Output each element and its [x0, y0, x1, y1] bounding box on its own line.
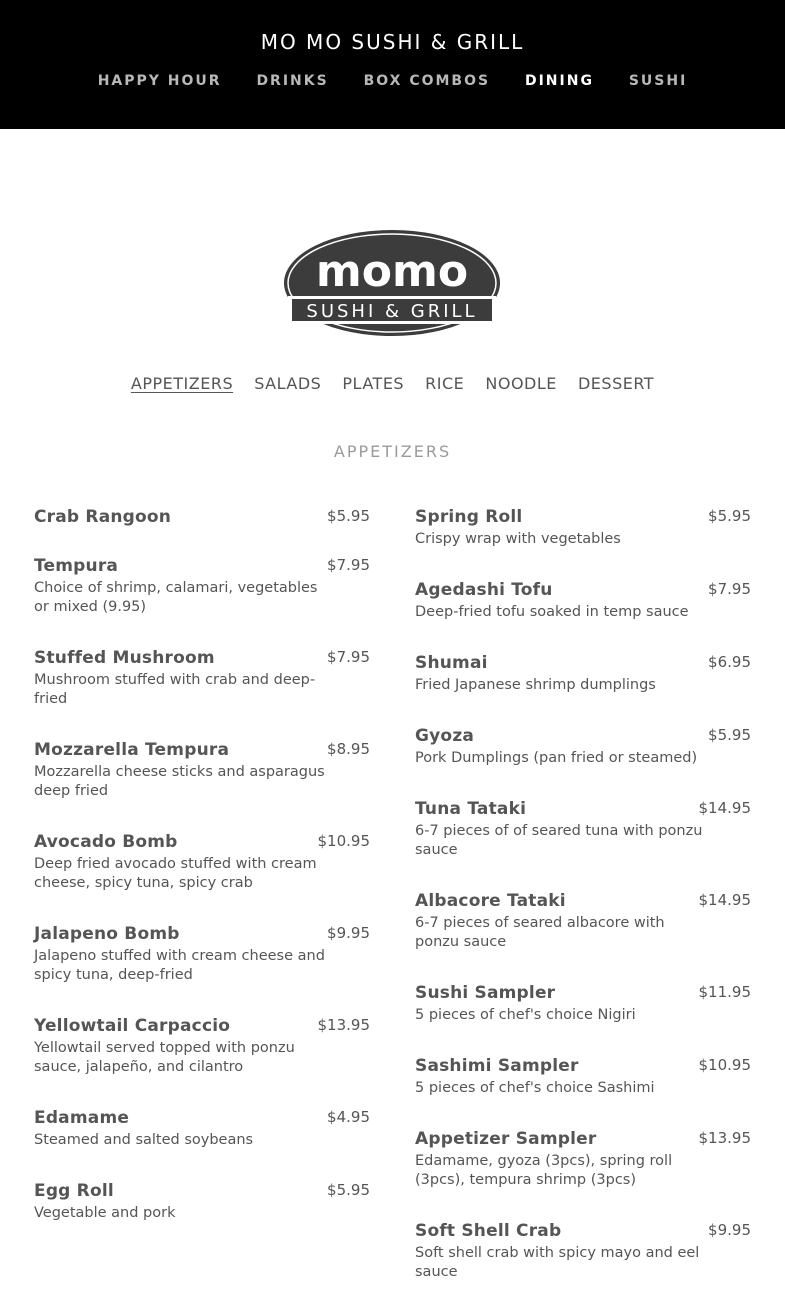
menu-item-name: Crab Rangoon	[34, 507, 172, 527]
menu-item	[34, 556, 370, 648]
menu-item-description: Mozzarella cheese sticks and asparagus deep fried	[34, 764, 325, 799]
category-rice[interactable]: RICE	[425, 374, 465, 393]
menu-item-name: Mozzarella Tempura	[34, 740, 230, 760]
menu-item-description: 5 pieces of chef's choice Sashimi	[415, 1080, 655, 1096]
menu-item	[415, 1221, 751, 1294]
menu-item	[415, 653, 751, 726]
menu-item-description: Jalapeno stuffed with cream cheese and spicy tuna, deep-fried	[34, 948, 325, 983]
nav-item-dining[interactable]: DINING	[524, 73, 594, 89]
nav-item-sushi[interactable]: SUSHI	[628, 73, 688, 89]
menu-item-name: Soft Shell Crab	[415, 1221, 562, 1241]
logo-top-text: momo	[315, 246, 469, 297]
nav-item-happy-hour[interactable]: HAPPY HOUR	[97, 73, 222, 89]
menu-item-name: Shumai	[415, 653, 488, 673]
menu-item-name: Tempura	[34, 556, 119, 576]
menu-item-price: $10.95	[698, 1056, 751, 1074]
menu-item	[34, 740, 370, 832]
logo-bottom-text: SUSHI & GRILL	[306, 301, 478, 322]
menu-item-description: Edamame, gyoza (3pcs), spring roll (3pcs), tempura shrimp (3pcs)	[415, 1153, 673, 1188]
menu-item-price: $5.95	[708, 726, 751, 744]
menu-item-price: $14.95	[698, 799, 751, 817]
menu-item-price: $5.95	[327, 1181, 370, 1199]
category-salads[interactable]: SALADS	[254, 374, 322, 393]
menu-item-name: Tuna Tataki	[415, 799, 527, 819]
menu-item	[415, 799, 751, 891]
category-nav	[0, 374, 785, 393]
menu-item-name: Sashimi Sampler	[415, 1056, 579, 1076]
menu-item-description: 5 pieces of chef's choice Nigiri	[415, 1007, 636, 1023]
menu-item	[415, 1129, 751, 1221]
menu-item-description: 6-7 pieces of of seared tuna with ponzu sauce	[415, 823, 703, 858]
menu-item	[34, 1181, 370, 1254]
menu-item	[34, 1108, 370, 1181]
menu-item	[415, 580, 751, 653]
menu-item-price: $5.95	[327, 507, 370, 525]
menu-item-description: Deep fried avocado stuffed with cream cheese, spicy tuna, spicy crab	[34, 856, 317, 891]
menu-item-description: Steamed and salted soybeans	[34, 1132, 254, 1148]
category-plates[interactable]: PLATES	[342, 374, 405, 393]
menu-item-name: Appetizer Sampler	[415, 1129, 597, 1149]
menu-item-name: Avocado Bomb	[34, 832, 178, 852]
nav-item-box-combos[interactable]: BOX COMBOS	[363, 73, 491, 89]
menu-item-description: Soft shell crab with spicy mayo and eel sauce	[415, 1245, 700, 1280]
momo-logo	[282, 228, 502, 338]
menu-item-price: $10.95	[317, 832, 370, 850]
menu-item	[415, 1056, 751, 1129]
menu-item-name: Albacore Tataki	[415, 891, 566, 911]
site-title[interactable]: MO MO SUSHI & GRILL	[260, 30, 525, 54]
menu-item	[34, 924, 370, 1016]
menu-item	[415, 983, 751, 1056]
menu-item-price: $7.95	[327, 556, 370, 574]
menu-item-description: Fried Japanese shrimp dumplings	[415, 677, 656, 693]
menu-item-description: Crispy wrap with vegetables	[415, 531, 621, 547]
menu-item	[415, 507, 751, 580]
menu-item-name: Spring Roll	[415, 507, 523, 527]
menu-item-description: Mushroom stuffed with crab and deep-fried	[34, 672, 316, 707]
menu-item-name: Jalapeno Bomb	[34, 924, 180, 944]
menu-item	[34, 832, 370, 924]
category-noodle[interactable]: NOODLE	[485, 374, 557, 393]
nav-item-drinks[interactable]: DRINKS	[256, 73, 329, 89]
menu-item-price: $8.95	[327, 740, 370, 758]
menu-item-name: Gyoza	[415, 726, 475, 746]
menu-item-price: $7.95	[708, 580, 751, 598]
menu-item-price: $4.95	[327, 1108, 370, 1126]
category-dessert[interactable]: DESSERT	[577, 374, 655, 393]
menu-item	[34, 648, 370, 740]
category-appetizers[interactable]: APPETIZERS	[130, 374, 234, 393]
menu-item-name: Stuffed Mushroom	[34, 648, 215, 668]
site-header	[0, 0, 785, 129]
menu-item-description: Deep-fried tofu soaked in temp sauce	[415, 604, 689, 620]
menu-item-description: Pork Dumplings (pan fried or steamed)	[415, 750, 698, 766]
menu-item	[415, 891, 751, 983]
top-nav	[0, 73, 785, 89]
menu-item	[34, 1016, 370, 1108]
menu-item-price: $9.95	[708, 1221, 751, 1239]
menu-item-price: $7.95	[327, 648, 370, 666]
menu-item-description: Choice of shrimp, calamari, vegetables or mixed (9.95)	[34, 580, 318, 615]
menu-item-price: $11.95	[698, 983, 751, 1001]
menu-item-price: $13.95	[698, 1129, 751, 1147]
menu-column-left	[34, 507, 370, 1254]
menu-item-name: Edamame	[34, 1108, 130, 1128]
menu-column-right	[415, 507, 751, 1294]
menu-item-name: Sushi Sampler	[415, 983, 556, 1003]
menu-item	[34, 507, 370, 556]
menu-item	[415, 726, 751, 799]
menu-item-name: Yellowtail Carpaccio	[34, 1016, 231, 1036]
menu-item-name: Agedashi Tofu	[415, 580, 553, 600]
menu-item-name: Egg Roll	[34, 1181, 114, 1201]
menu-item-price: $9.95	[327, 924, 370, 942]
menu-item-description: Vegetable and pork	[34, 1205, 176, 1221]
menu-item-description: 6-7 pieces of seared albacore with ponzu sauce	[415, 915, 665, 950]
menu-item-price: $13.95	[317, 1016, 370, 1034]
menu-item-price: $5.95	[708, 507, 751, 525]
menu-item-price: $6.95	[708, 653, 751, 671]
menu-item-description: Yellowtail served topped with ponzu sauce, jalapeño, and cilantro	[34, 1040, 295, 1075]
section-title: APPETIZERS	[333, 442, 452, 461]
menu-item-price: $14.95	[698, 891, 751, 909]
